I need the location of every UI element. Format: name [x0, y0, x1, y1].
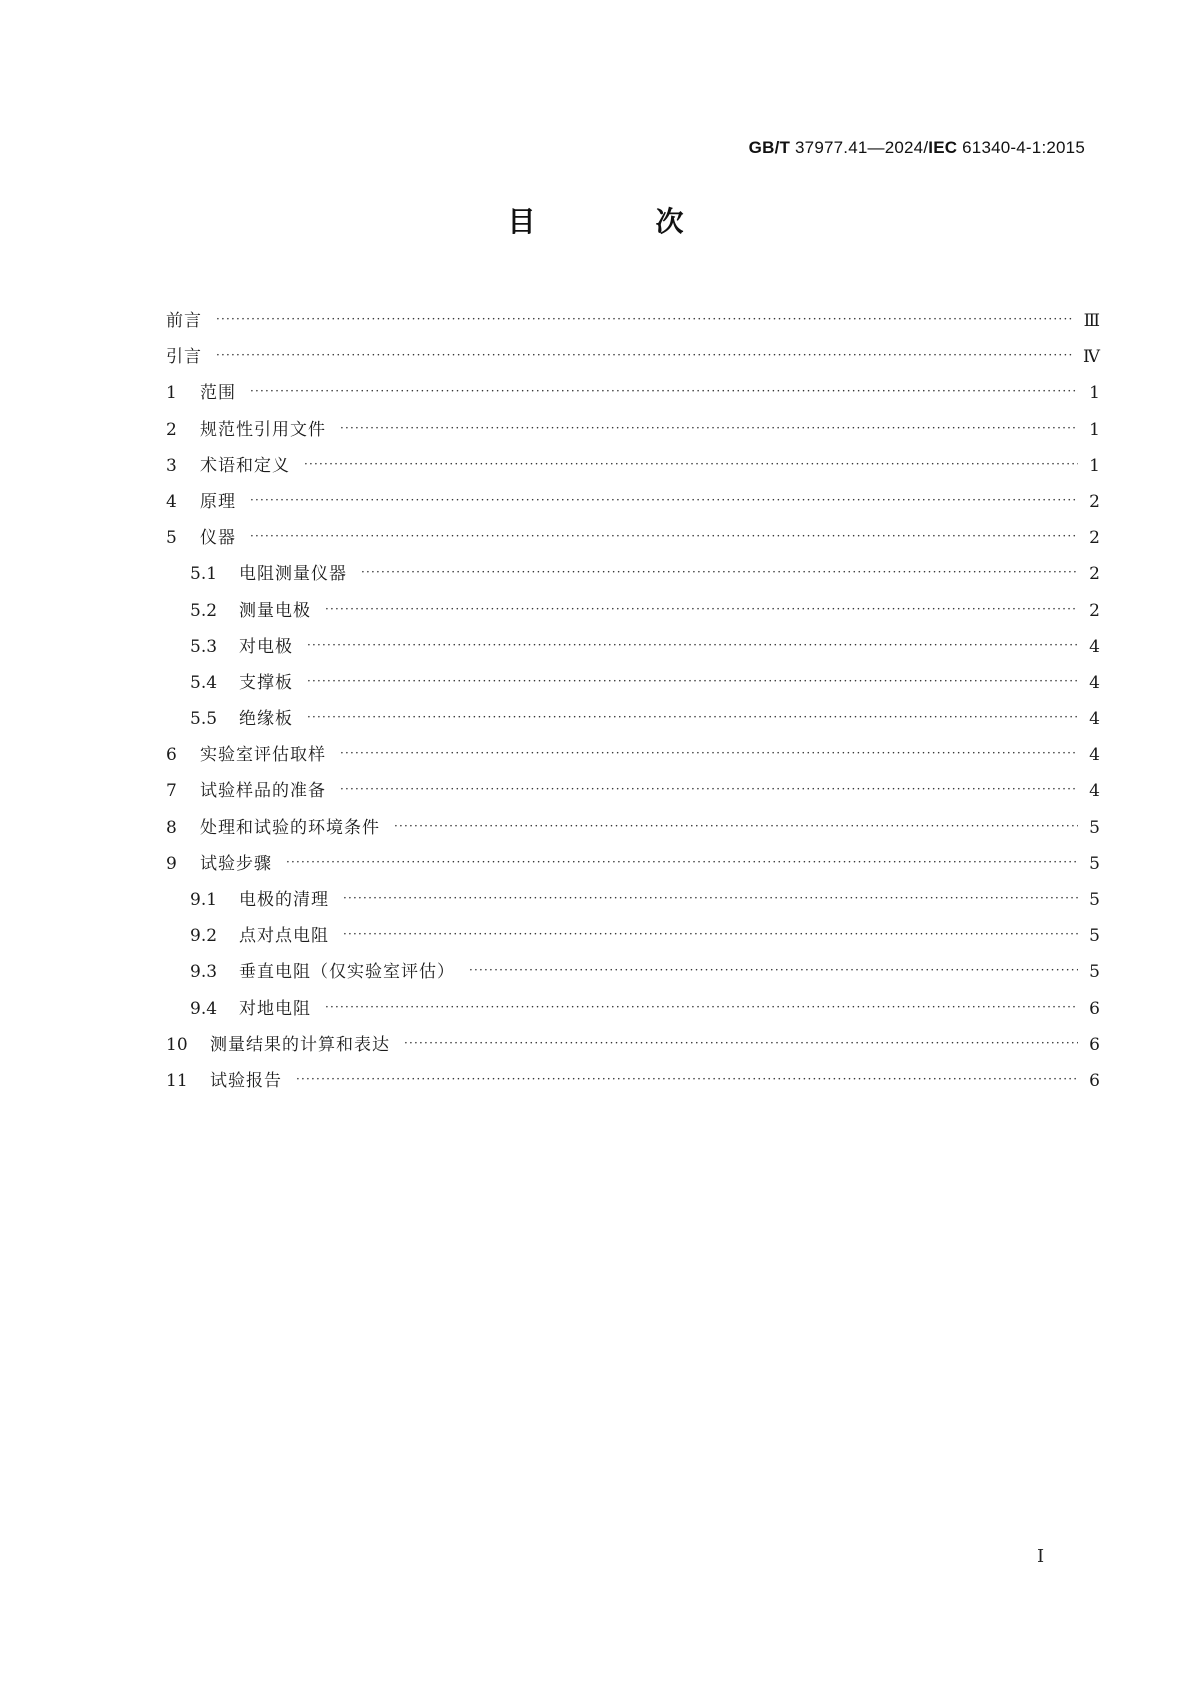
- toc-entry-number: 11: [166, 1070, 188, 1091]
- toc-entry-title: 电极的清理: [239, 890, 329, 910]
- toc-entry-title: 支撑板: [239, 672, 293, 693]
- standard-number-header: [749, 138, 1085, 158]
- toc-entry-page: 6: [1089, 1070, 1100, 1091]
- toc-entry-number: 5.5: [190, 709, 218, 730]
- toc-entry-title: 点对点电阻: [239, 926, 329, 947]
- toc-entry-number: 6: [166, 745, 177, 766]
- dot-leader: [307, 663, 1078, 699]
- toc-entry-page: 2: [1089, 600, 1100, 621]
- standard-prefix: GB/T: [748, 138, 791, 157]
- toc-entry-number: 8: [166, 817, 177, 838]
- toc-entry-7[interactable]: [166, 773, 1100, 809]
- toc-entry-9-1[interactable]: [166, 882, 1100, 918]
- toc-entry-page: 5: [1089, 890, 1100, 910]
- toc-entry-6[interactable]: [166, 737, 1100, 773]
- toc-entry-title: 原理: [200, 491, 236, 512]
- toc-entry-number: 5.1: [190, 564, 218, 585]
- dot-leader: [250, 518, 1078, 554]
- toc-entry-9-2[interactable]: [166, 918, 1100, 954]
- dot-leader: [340, 771, 1078, 807]
- toc-entry-8[interactable]: [166, 810, 1100, 846]
- toc-entry-introduction[interactable]: [166, 339, 1100, 375]
- toc-entry-title: 测量电极: [239, 600, 311, 621]
- toc-entry-number: 10: [166, 1034, 188, 1055]
- toc-entry-10[interactable]: [166, 1027, 1100, 1063]
- toc-entry-number: 2: [166, 419, 177, 440]
- toc-entry-page: 6: [1089, 1034, 1100, 1055]
- dot-leader: [325, 591, 1078, 627]
- dot-leader: [340, 410, 1078, 446]
- toc-entry-number: 9: [166, 853, 177, 874]
- toc-entry-number: 4: [166, 491, 177, 512]
- toc-entry-page: 4: [1089, 636, 1100, 657]
- toc-entry-page: Ⅲ: [1083, 311, 1100, 331]
- toc-entry-5-1[interactable]: [166, 556, 1100, 592]
- dot-leader: [286, 844, 1078, 880]
- dot-leader: [343, 916, 1078, 952]
- toc-entry-number: 5.3: [190, 636, 218, 657]
- toc-entry-title: 测量结果的计算和表达: [210, 1034, 390, 1055]
- toc-entry-title: 规范性引用文件: [200, 419, 326, 440]
- toc-entry-number: 5.4: [190, 672, 218, 693]
- toc-entry-3[interactable]: [166, 448, 1100, 484]
- toc-entry-2[interactable]: [166, 412, 1100, 448]
- toc-entry-5-4[interactable]: [166, 665, 1100, 701]
- toc-entry-page: 5: [1089, 962, 1100, 983]
- dot-leader: [216, 337, 1073, 373]
- toc-entry-page: 5: [1089, 853, 1100, 874]
- toc-entry-number: 3: [166, 455, 177, 476]
- toc-entry-page: Ⅳ: [1083, 347, 1100, 368]
- dot-leader: [469, 952, 1078, 988]
- dot-leader: [307, 699, 1078, 735]
- dot-leader: [304, 446, 1078, 482]
- toc-entry-number: 9.1: [190, 890, 218, 910]
- toc-entry-title: 前言: [166, 311, 202, 331]
- toc-entry-5-3[interactable]: [166, 629, 1100, 665]
- standard-iec-prefix: IEC: [928, 138, 958, 157]
- toc-entry-page: 1: [1089, 455, 1100, 476]
- dot-leader: [216, 301, 1074, 337]
- toc-entry-page: 2: [1089, 564, 1100, 585]
- toc-entry-number: 5.2: [190, 600, 218, 621]
- toc-entry-title: 试验步骤: [200, 853, 272, 874]
- toc-entry-title: 仪器: [200, 528, 236, 549]
- toc-entry-title: 处理和试验的环境条件: [200, 817, 380, 838]
- toc-entry-1[interactable]: [166, 375, 1100, 411]
- dot-leader: [325, 989, 1078, 1025]
- toc-entry-9-4[interactable]: [166, 991, 1100, 1027]
- table-of-contents: [166, 303, 1100, 1099]
- toc-entry-page: 6: [1089, 998, 1100, 1019]
- toc-entry-5-5[interactable]: [166, 701, 1100, 737]
- toc-entry-5-2[interactable]: [166, 593, 1100, 629]
- dot-leader: [250, 482, 1078, 518]
- toc-entry-number: 5: [166, 528, 177, 549]
- page-number: I: [1037, 1546, 1045, 1567]
- toc-entry-page: 5: [1089, 926, 1100, 947]
- toc-entry-title: 垂直电阻（仅实验室评估）: [239, 962, 455, 983]
- toc-entry-page: 2: [1089, 528, 1100, 549]
- toc-entry-9[interactable]: [166, 846, 1100, 882]
- toc-entry-number: 7: [166, 781, 177, 802]
- toc-entry-page: 1: [1089, 383, 1100, 404]
- dot-leader: [250, 373, 1078, 409]
- toc-entry-title: 实验室评估取样: [200, 745, 326, 766]
- toc-entry-page: 4: [1089, 709, 1100, 730]
- toc-entry-page: 1: [1089, 419, 1100, 440]
- toc-entry-title: 对电极: [239, 636, 293, 657]
- toc-title: 目 次: [507, 205, 730, 238]
- toc-entry-11[interactable]: [166, 1063, 1100, 1099]
- standard-iec-number: 61340-4-1:2015: [957, 138, 1085, 157]
- toc-entry-number: 1: [166, 383, 177, 404]
- toc-entry-page: 4: [1089, 745, 1100, 766]
- toc-entry-preface[interactable]: [166, 303, 1100, 339]
- toc-entry-number: 9.3: [190, 962, 218, 983]
- dot-leader: [307, 627, 1078, 663]
- toc-entry-page: 2: [1089, 491, 1100, 512]
- toc-entry-9-3[interactable]: [166, 954, 1100, 990]
- toc-entry-page: 5: [1089, 817, 1100, 838]
- dot-leader: [361, 554, 1078, 590]
- toc-entry-title: 试验报告: [210, 1070, 282, 1091]
- dot-leader: [296, 1061, 1078, 1097]
- toc-entry-title: 对地电阻: [239, 998, 311, 1019]
- toc-entry-title: 试验样品的准备: [200, 781, 326, 802]
- toc-entry-5[interactable]: [166, 520, 1100, 556]
- standard-number: 37977.41—2024/: [790, 138, 929, 157]
- toc-entry-title: 范围: [200, 383, 236, 404]
- toc-entry-4[interactable]: [166, 484, 1100, 520]
- toc-entry-page: 4: [1089, 781, 1100, 802]
- dot-leader: [340, 735, 1078, 771]
- toc-entry-title: 术语和定义: [200, 455, 290, 476]
- dot-leader: [404, 1025, 1078, 1061]
- dot-leader: [343, 880, 1078, 916]
- toc-entry-number: 9.2: [190, 926, 218, 947]
- toc-entry-page: 4: [1089, 672, 1100, 693]
- toc-entry-title: 电阻测量仪器: [239, 564, 347, 585]
- toc-entry-title: 绝缘板: [239, 709, 293, 730]
- toc-entry-title: 引言: [166, 347, 202, 368]
- dot-leader: [394, 808, 1078, 844]
- toc-entry-number: 9.4: [190, 998, 218, 1019]
